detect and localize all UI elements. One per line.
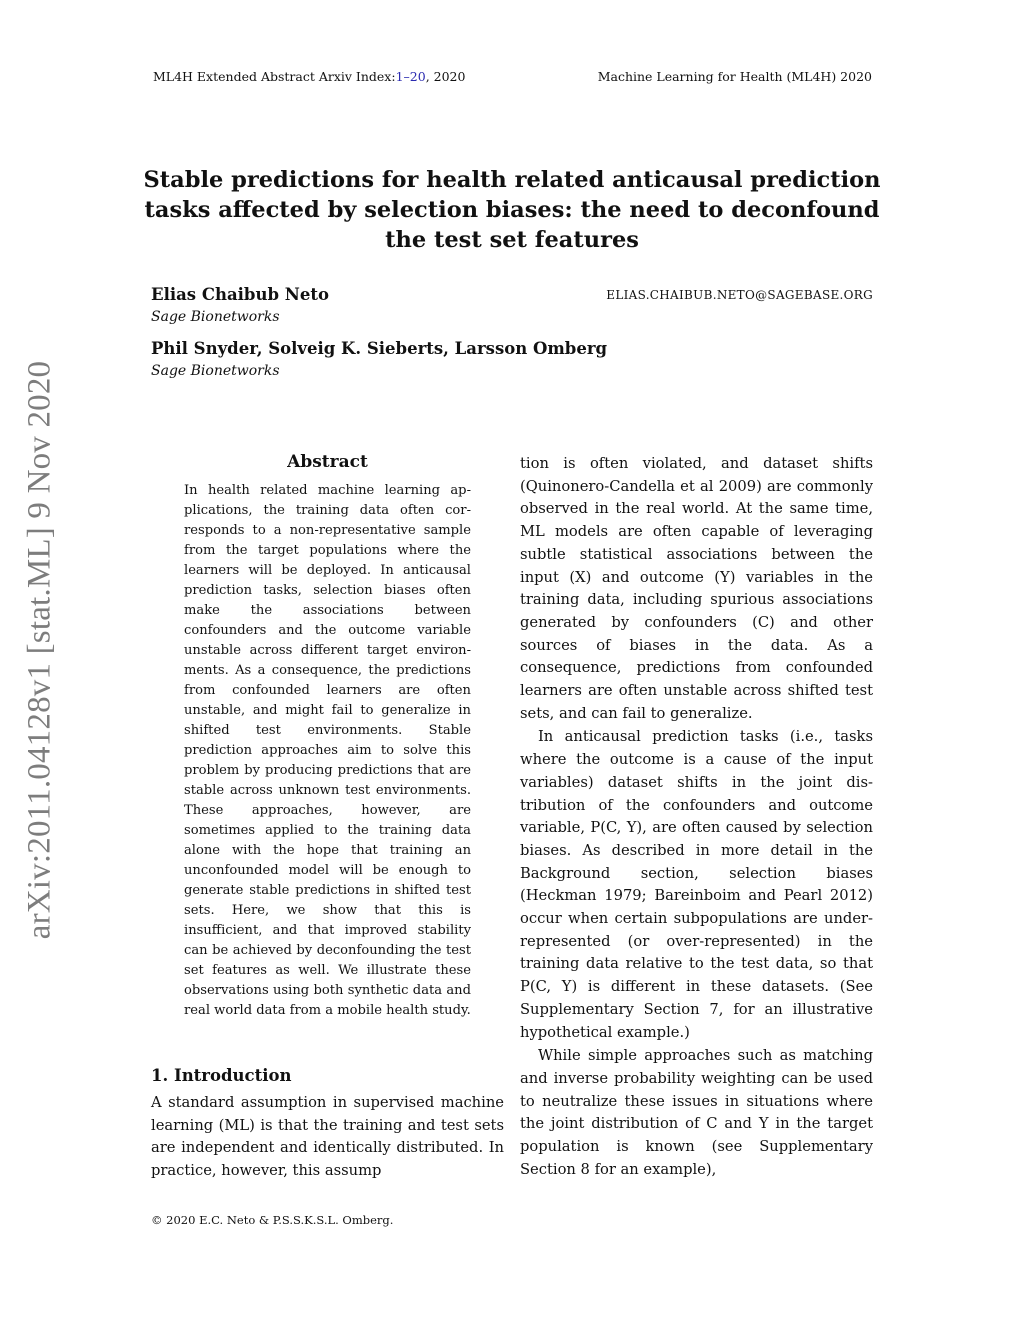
author-email[interactable]: ELIAS.CHAIBUB.NETO@SAGEBASE.ORG (606, 288, 873, 302)
title-line-1: Stable predictions for health related anticausal prediction (143, 167, 881, 193)
paper-title (140, 165, 884, 255)
introduction-left-paragraph: A standard assumption in supervised machine learning (ML) is that the training and test sets are independent and identically distributed. In practice, however, this assump (151, 1094, 504, 1180)
running-header-right: Machine Learning for Health (ML4H) 2020 (597, 69, 872, 84)
title-line-3: the test set features (385, 227, 639, 253)
author-affiliation: Sage Bionetworks (151, 309, 280, 325)
author-names: Phil Snyder, Solveig K. Sieberts, Larsson Omberg (151, 339, 608, 358)
author-block-2 (151, 339, 873, 379)
title-line-2: tasks affected by selection biases: the need to deconfound (144, 197, 880, 223)
header-index-label: ML4H Extended Abstract Arxiv Index: (153, 69, 396, 84)
author-block-1 (151, 285, 873, 325)
introduction-heading: 1. Introduction (151, 1066, 292, 1085)
header-year: , 2020 (425, 69, 466, 84)
introduction-paragraph-anticausal: In anticausal prediction tasks (i.e., tasks where the outcome is a cause of the input variables) dataset shifts in the joint distribution of the confounders and outcome variable, P(C, Y), are often caused by selection biases. As described in more detail in the Background section, selection biases (Heckman 1979; Bareinboim and Pearl 2012) occur when certain subpopulations are under-represented (or over-represented) in the training data relative to the test data, so that P(C, Y) is different in these datasets. (See Supplementary Section 7, for an illustrative hypothetical example.) (520, 728, 873, 1041)
header-page-range-link[interactable]: 1–20 (395, 69, 426, 84)
copyright-footer: © 2020 E.C. Neto & P.S.S.K.S.L. Omberg. (151, 1213, 394, 1227)
running-header-left (153, 69, 465, 84)
abstract (184, 452, 471, 1021)
introduction-paragraph-approaches: While simple approaches such as matching and inverse probability weighting can be used to neutralize these issues in situations where the joint distribution of C and Y in the target population is known (see Supplementary Section 8 for an example), (520, 1047, 873, 1178)
introduction-paragraph-continued: tion is often violated, and dataset shifts (Quinonero-Candella et al 2009) are commonly observed in the real world. At the same time, ML models are often capable of leveraging subtle statistical associations between the input (X) and outcome (Y) variables in the training data, including spurious associations generated by confounders (C) and other sources of biases in the data. As a consequence, predictions from confounded learners are often unstable across shifted test sets, and can fail to generalize. (520, 455, 873, 722)
right-column (520, 453, 873, 1182)
abstract-body: In health related machine learning applications, the training data often corresponds to a non-representative sample from the target populations where the learners will be deployed. In anticausal prediction tasks, selection biases often make the associations between confounders and the outcome variable unstable across different target environments. As a consequence, the predictions from confounded learners are often unstable, and might fail to generalize in shifted test environments. Stable prediction approaches aim to solve this problem by producing predictions that are stable across unknown test environments. These approaches, however, are sometimes applied to the training data alone with the hope that training an unconfounded model will be enough to generate stable predictions in shifted test sets. Here, we show that this is insufficient, and that improved stability can be achieved by deconfounding the test set features as well. We illustrate these observations using both synthetic data and real world data from a mobile health study. (184, 483, 471, 1018)
arxiv-sidebar-stamp: arXiv:2011.04128v1 [stat.ML] 9 Nov 2020 (21, 360, 58, 940)
author-name: Elias Chaibub Neto (151, 285, 329, 304)
abstract-heading: Abstract (287, 452, 368, 472)
author-affiliation: Sage Bionetworks (151, 363, 280, 379)
